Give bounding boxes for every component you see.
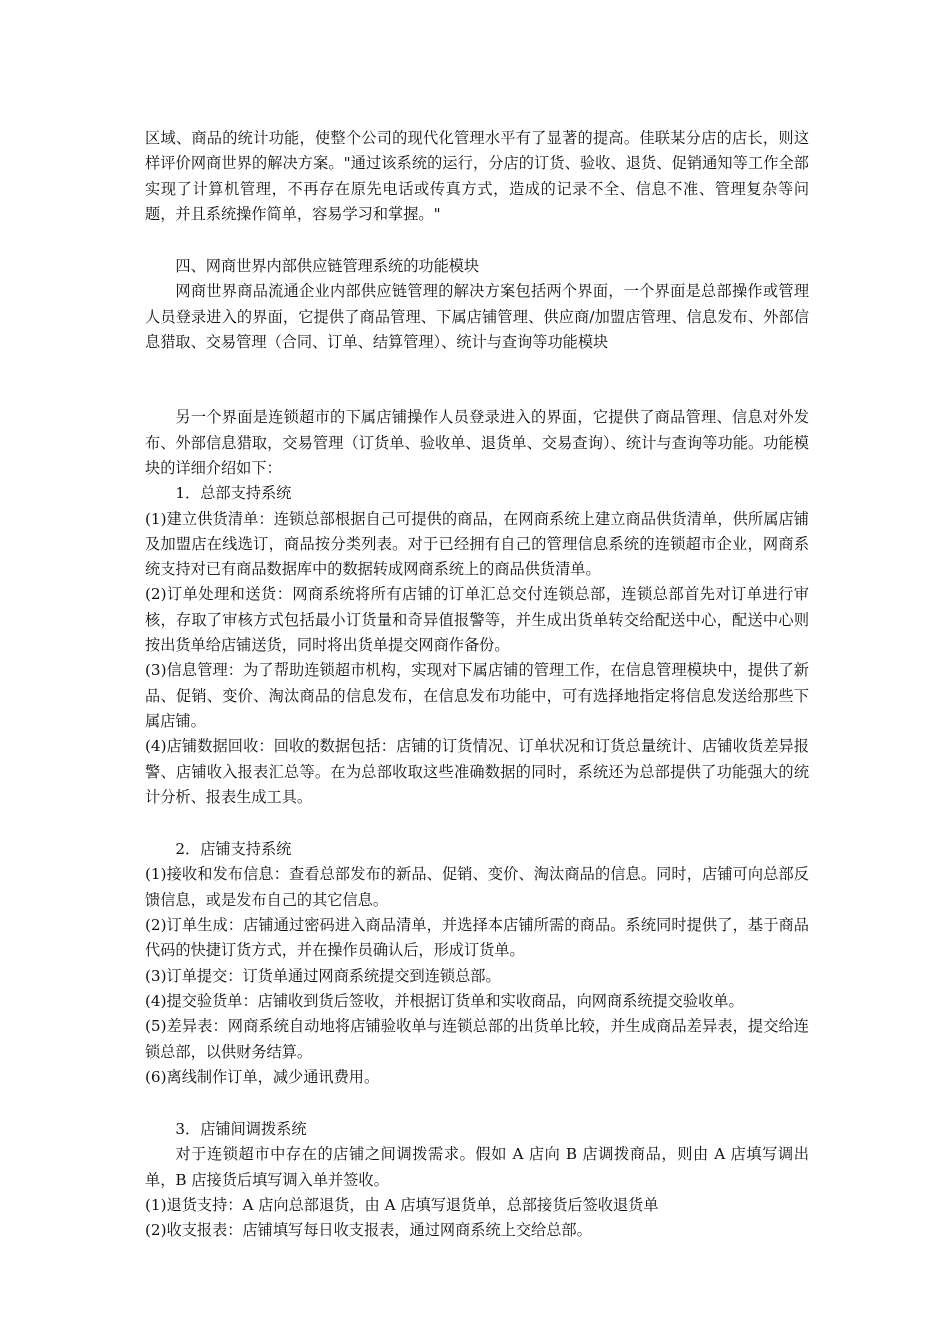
- list-item: (1)接收和发布信息：查看总部发布的新品、促销、变价、淘汰商品的信息。同时，店铺可向总部反馈信息，或是发布自己的其它信息。: [145, 865, 809, 909]
- list-item: (1)建立供货清单：连锁总部根据自己可提供的商品，在网商系统上建立商品供货清单，供所属店铺及加盟店在线选订，商品按分类列表。对于已经拥有自己的管理信息系统的连锁超市企业，网商系统支持对已有商品数据库中的数据转成网商系统上的商品供货清单。: [145, 509, 809, 579]
- subsection-3-heading: 3．店铺间调拨系统: [175, 1120, 307, 1139]
- subsection-1-heading: 1．总部支持系统: [175, 484, 292, 503]
- list-item: (5)差异表：网商系统自动地将店铺验收单与连锁总部的出货单比较，并生成商品差异表，提交给连锁总部，以供财务结算。: [145, 1017, 809, 1061]
- intro-paragraph: 区域、商品的统计功能，使整个公司的现代化管理水平有了显著的提高。佳联某分店的店长，则这样评价网商世界的解决方案。"通过该系统的运行，分店的订货、验收、退货、促销通知等工作全部实现了计算机管理，不再存在原先电话或传真方式，造成的记录不全、信息不准、管理复杂等问题，并且系统操作简单，容易学习和掌握。": [145, 129, 809, 223]
- subsection-2-heading: 2．店铺支持系统: [175, 840, 292, 859]
- list-item: (3)信息管理：为了帮助连锁超市机构，实现对下属店铺的管理工作，在信息管理模块中，提供了新品、促销、变价、淘汰商品的信息发布，在信息发布功能中，可有选择地指定将信息发送给那些下属店铺。: [145, 661, 809, 730]
- list-item: (2)收支报表：店铺填写每日收支报表，通过网商系统上交给总部。: [145, 1221, 592, 1240]
- section-4-paragraph-2: 另一个界面是连锁超市的下属店铺操作人员登录进入的界面，它提供了商品管理、信息对外发布、外部信息猎取，交易管理（订货单、验收单、退货单、交易查询）、统计与查询等功能。功能模块的详细介绍如下：: [145, 408, 809, 477]
- subsection-3-paragraph: 对于连锁超市中存在的店铺之间调拨需求。假如 A 店向 B 店调拨商品，则由 A 店填写调出单，B 店接货后填写调入单并签收。: [145, 1145, 809, 1189]
- list-item: (4)店铺数据回收：回收的数据包括：店铺的订货情况、订单状况和订货总量统计、店铺收货差异报警、店铺收入报表汇总等。在为总部收取这些准确数据的同时，系统还为总部提供了功能强大的统计分析、报表生成工具。: [145, 737, 809, 806]
- list-item: (2)订单处理和送货：网商系统将所有店铺的订单汇总交付连锁总部，连锁总部首先对订单进行审核，存取了审核方式包括最小订货量和奇异值报警等，并生成出货单转交给配送中心，配送中心则按出货单给店铺送货，同时将出货单提交网商作备份。: [145, 585, 809, 655]
- list-item: (2)订单生成：店铺通过密码进入商品清单，并选择本店铺所需的商品。系统同时提供了，基于商品代码的快捷订货方式，并在操作员确认后，形成订货单。: [145, 916, 809, 960]
- section-4-heading: 四、网商世界内部供应链管理系统的功能模块: [175, 257, 480, 276]
- list-item: (1)退货支持：A 店向总部退货，由 A 店填写退货单，总部接货后签收退货单: [145, 1195, 659, 1214]
- list-item: (6)离线制作订单，减少通讯费用。: [145, 1067, 380, 1086]
- section-4-paragraph-1: 网商世界商品流通企业内部供应链管理的解决方案包括两个界面，一个界面是总部操作或管理人员登录进入的界面，它提供了商品管理、下属店铺管理、供应商/加盟店管理、信息发布、外部信息猎取、交易管理（合同、订单、结算管理）、统计与查询等功能模块: [145, 282, 809, 352]
- list-item: (3)订单提交：订货单通过网商系统提交到连锁总部。: [145, 966, 501, 985]
- list-item: (4)提交验货单：店铺收到货后签收，并根据订货单和实收商品，向网商系统提交验收单。: [145, 991, 744, 1010]
- document-page: [145, 126, 809, 1244]
